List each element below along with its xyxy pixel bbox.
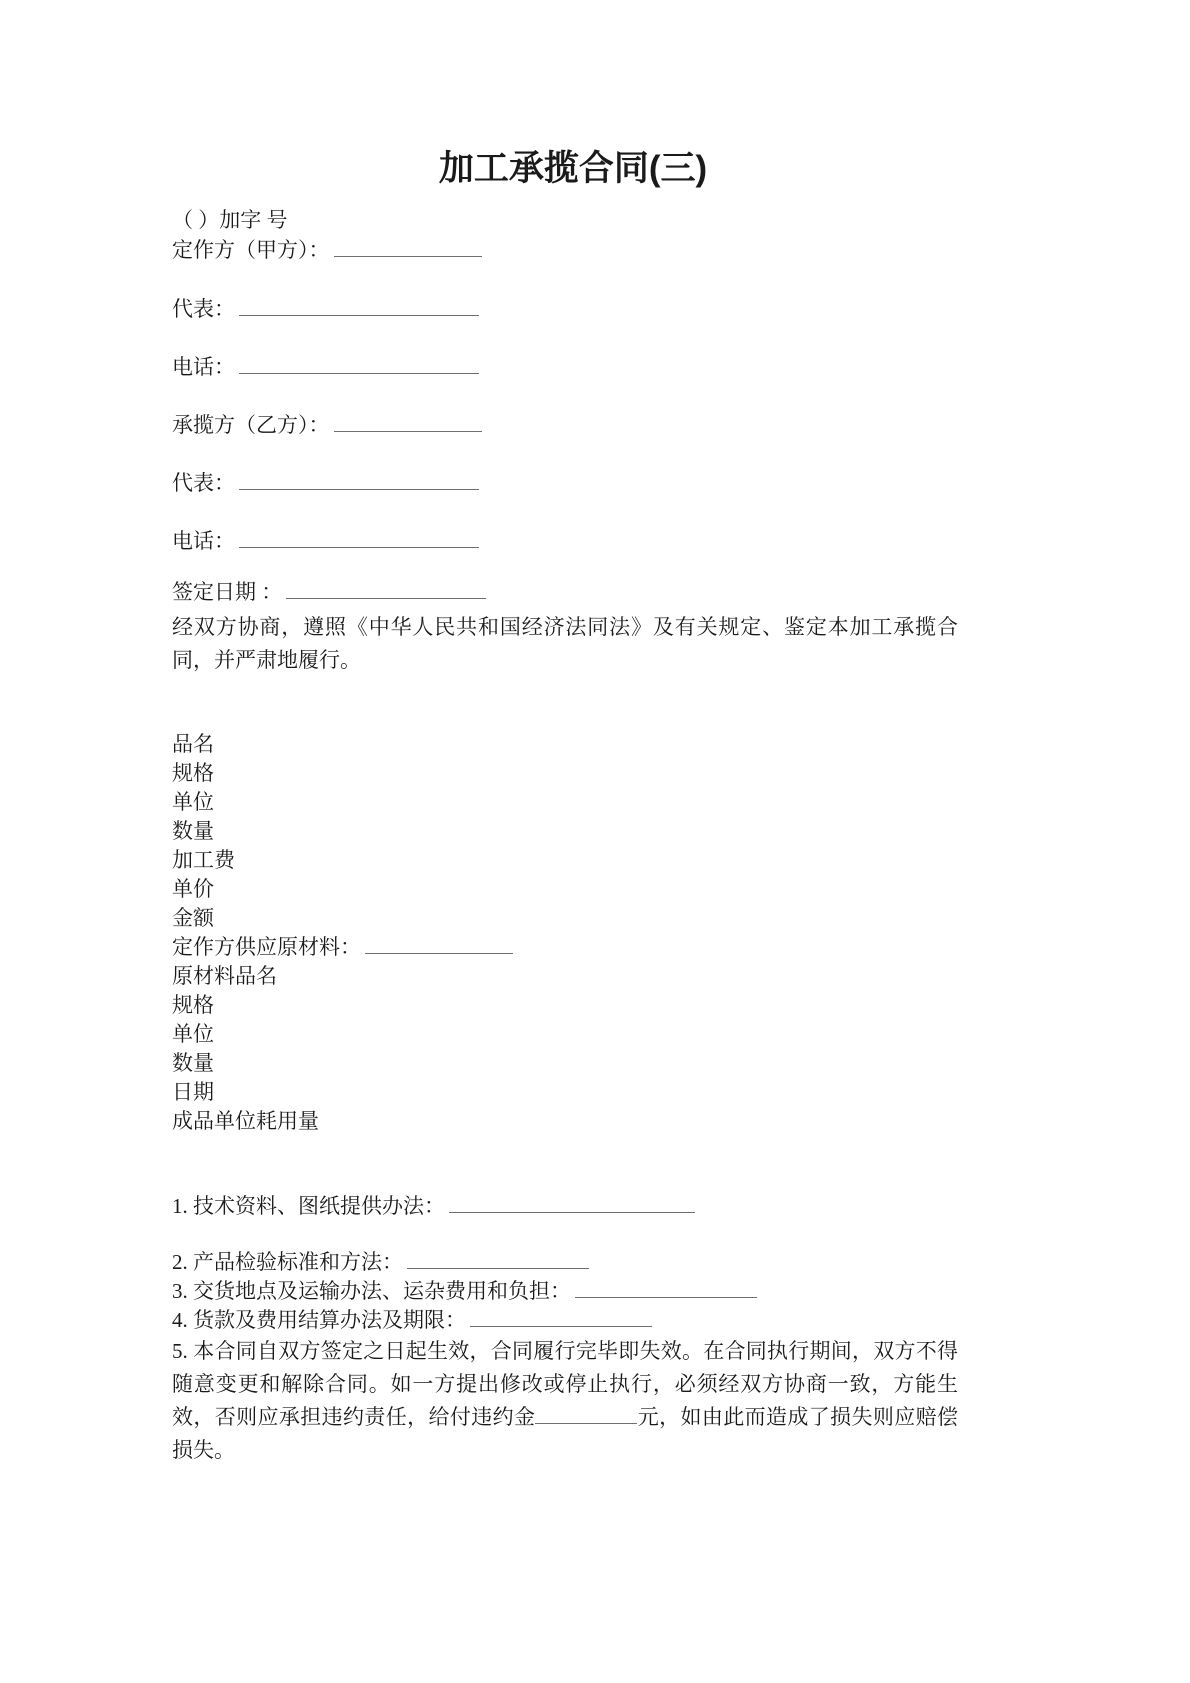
- sign-date-label: 签定日期 ：: [172, 580, 283, 604]
- list-item: 单位: [172, 790, 214, 814]
- clause-number: 2.: [172, 1250, 188, 1274]
- material-supply-field: [172, 933, 515, 962]
- party-a-phone-label: 电话：: [172, 355, 235, 379]
- list-item: 规格: [172, 761, 214, 785]
- party-b-representative-field: [172, 469, 481, 498]
- clause-number: 4.: [172, 1308, 188, 1332]
- party-a-blank[interactable]: [334, 237, 482, 257]
- material-supply-blank[interactable]: [365, 934, 513, 954]
- material-supply-label: 定作方供应原材料：: [172, 935, 361, 959]
- list-item: 成品单位耗用量: [172, 1109, 319, 1133]
- list-item: 日期: [172, 1080, 214, 1104]
- list-item: 单位: [172, 1022, 214, 1046]
- list-item: 加工费: [172, 848, 235, 872]
- sign-date-blank[interactable]: [286, 579, 486, 599]
- list-item: 品名: [172, 732, 214, 756]
- list-item: 原材料品名: [172, 964, 277, 988]
- clause-list: [172, 1248, 958, 1467]
- clause-text: 产品检验标准和方法：: [193, 1250, 403, 1274]
- clause-text: 货款及费用结算办法及期限：: [193, 1308, 466, 1332]
- party-a-label: 定作方（甲方）：: [172, 238, 330, 262]
- party-a-representative-field: [172, 295, 481, 324]
- clause-item-3: [172, 1277, 958, 1306]
- party-b-phone-label: 电话：: [172, 529, 235, 553]
- clause-4-blank[interactable]: [470, 1307, 652, 1327]
- party-b-label: 承揽方（乙方）：: [172, 413, 330, 437]
- list-item: 单价: [172, 877, 214, 901]
- clause-item-4: [172, 1306, 958, 1335]
- party-b-blank[interactable]: [334, 412, 482, 432]
- list-item: 数量: [172, 819, 214, 843]
- clause-text-part-1: 本合同自双方签定之日起生效，合同履行完毕即失效。在合同执行期间，双方不得随意变更和解除合同。如一方提出修改或停止执行，必须经双方协商一致，方能生效，否则应承担违约责任，给付违约金: [172, 1339, 958, 1429]
- party-b-representative-blank[interactable]: [239, 470, 479, 490]
- list-item: 金额: [172, 906, 214, 930]
- contract-number-line: （ ）加字 号: [172, 208, 288, 232]
- list-item: 数量: [172, 1051, 214, 1075]
- clause-item-1: [172, 1192, 697, 1221]
- clause-2-blank[interactable]: [407, 1249, 589, 1269]
- clause-item-5: [172, 1335, 958, 1467]
- clause-1-blank[interactable]: [449, 1193, 695, 1213]
- clause-3-blank[interactable]: [575, 1278, 757, 1298]
- item-specification-list: [172, 730, 515, 1136]
- party-b-phone-blank[interactable]: [239, 528, 479, 548]
- clause-number: 3.: [172, 1279, 188, 1303]
- sign-date-field: [172, 578, 488, 607]
- clause-number: 5.: [172, 1339, 188, 1363]
- clause-text-part-2: 元，如由此而造成了损失则应赔偿损失。: [172, 1405, 958, 1462]
- penalty-amount-blank[interactable]: [535, 1404, 637, 1424]
- party-a-representative-label: 代表：: [172, 297, 235, 321]
- party-b-phone-field: [172, 527, 481, 556]
- party-b-field: [172, 411, 484, 440]
- party-a-field: [172, 236, 484, 265]
- clause-text: 技术资料、图纸提供办法：: [193, 1194, 445, 1218]
- party-a-phone-field: [172, 353, 481, 382]
- party-a-phone-blank[interactable]: [239, 354, 479, 374]
- clause-text: 交货地点及运输办法、运杂费用和负担：: [193, 1279, 571, 1303]
- list-item: 规格: [172, 993, 214, 1017]
- preamble-paragraph: 经双方协商，遵照《中华人民共和国经济法同法》及有关规定、鉴定本加工承揽合同，并严肃地履行。: [172, 615, 958, 672]
- clause-item-2: [172, 1248, 958, 1277]
- party-a-representative-blank[interactable]: [239, 296, 479, 316]
- clause-number: 1.: [172, 1194, 188, 1218]
- party-b-representative-label: 代表：: [172, 471, 235, 495]
- page-title: 加工承揽合同(三): [438, 149, 708, 188]
